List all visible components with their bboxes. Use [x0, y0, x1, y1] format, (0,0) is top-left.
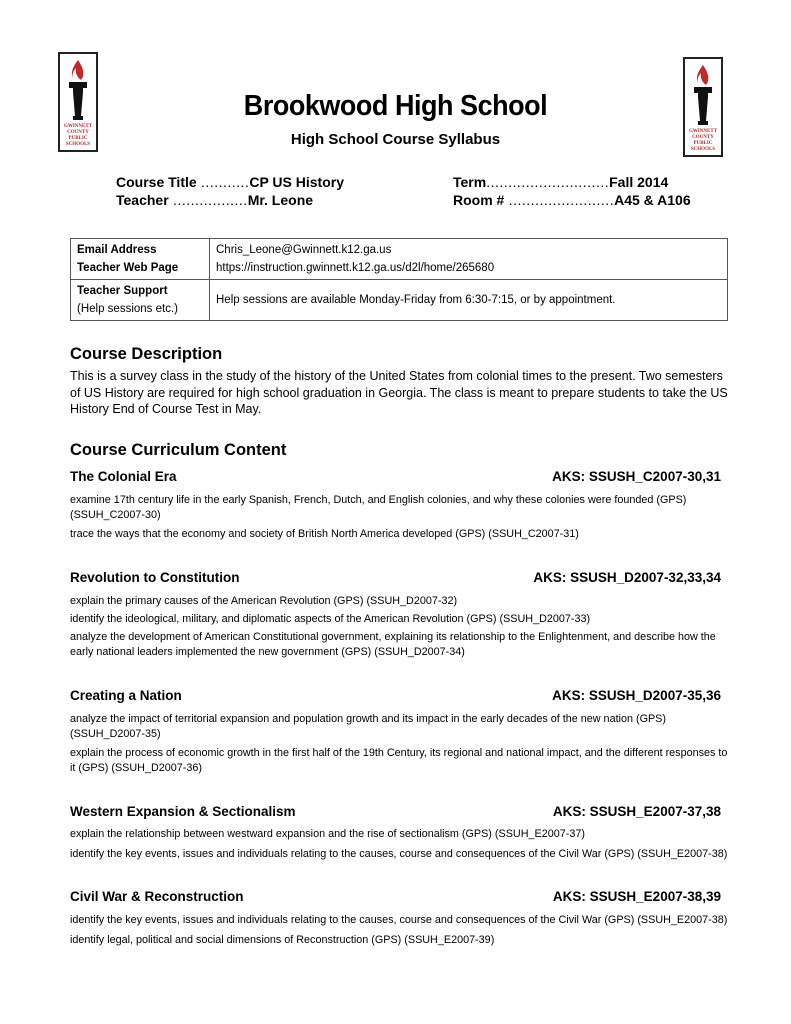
- document-subtitle: High School Course Syllabus: [290, 131, 501, 148]
- term-value: Fall 2014: [609, 174, 669, 190]
- contact-row: [71, 239, 728, 280]
- room-value: A45 & A106: [614, 192, 691, 208]
- curriculum-heading: Course Curriculum Content: [70, 441, 287, 459]
- unit-title: The Colonial Era: [70, 469, 177, 484]
- support-label: Teacher Support: [77, 285, 168, 297]
- standard-item: examine 17th century life in the early Spanish, French, Dutch, and English colonies, and why these colonies were founded (GPS) (SSUH_C2007-30): [70, 494, 687, 521]
- course-title-label: Course Title: [116, 174, 197, 190]
- unit-title: Creating a Nation: [70, 688, 182, 703]
- course-description-heading: Course Description: [70, 345, 223, 363]
- standard-item: identify legal, political and social dimensions of Reconstruction (GPS) (SSUH_E2007-39): [70, 934, 495, 946]
- support-sublabel: (Help sessions etc.): [77, 303, 178, 315]
- unit-aks: AKS: SSUSH_D2007-35,36: [552, 688, 721, 703]
- unit-aks: AKS: SSUSH_D2007-32,33,34: [533, 570, 721, 585]
- contact-table: [70, 238, 728, 321]
- standard-item: trace the ways that the economy and society of British North America developed (GPS) (SSUH_C2007-31): [70, 528, 579, 540]
- contact-values-cell: [210, 239, 728, 280]
- room-label: Room #: [453, 192, 505, 208]
- standard-item: explain the primary causes of the American Revolution (GPS) (SSUH_D2007-32): [70, 595, 458, 607]
- unit-title: Western Expansion & Sectionalism: [70, 804, 296, 819]
- term-row: Term............................Fall 2014: [453, 174, 669, 190]
- web-page-label: Teacher Web Page: [77, 262, 179, 274]
- course-title-value: CP US History: [249, 174, 345, 190]
- unit-aks: AKS: SSUSH_E2007-37,38: [552, 804, 721, 819]
- room-row: Room # ........................A45 & A106: [453, 192, 691, 208]
- term-label: Term: [453, 174, 487, 190]
- contact-labels-cell: [71, 239, 210, 280]
- unit-aks: AKS: SSUSH_C2007-30,31: [552, 469, 721, 484]
- course-description-text: This is a survey class in the study of the history of the United States from colonial times to the present. Two semesters of US History are required for high school graduation in Georgia. The class is meant to prepare students to take the US History End of Course Test in May.: [70, 369, 728, 416]
- course-title-row: Course Title ...........CP US History: [116, 174, 345, 190]
- unit-title: Civil War & Reconstruction: [70, 889, 244, 904]
- web-page-link[interactable]: https://instruction.gwinnett.k12.ga.us/d2l/home/265680: [216, 262, 495, 274]
- school-name: Brookwood High School: [243, 90, 548, 122]
- support-row: [71, 280, 728, 321]
- standard-item: identify the key events, issues and individuals relating to the causes, course and consequences of the Civil War (GPS) (SSUH_E2007-38): [70, 848, 728, 860]
- teacher-value: Mr. Leone: [247, 192, 314, 208]
- standard-item: identify the key events, issues and individuals relating to the causes, course and consequences of the Civil War (GPS) (SSUH_E2007-38): [70, 914, 728, 926]
- unit-aks: AKS: SSUSH_E2007-38,39: [552, 889, 721, 904]
- support-value: Help sessions are available Monday-Friday from 6:30-7:15, or by appointment.: [210, 280, 728, 321]
- teacher-row: Teacher .................Mr. Leone: [116, 192, 314, 208]
- standard-item: identify the ideological, military, and diplomatic aspects of the American Revolution (GPS) (SSUH_D2007-33): [70, 613, 591, 625]
- teacher-label: Teacher: [116, 192, 169, 208]
- standard-item: explain the relationship between westward expansion and the rise of sectionalism (GPS) (SSUH_E2007-37): [70, 828, 585, 840]
- standard-item: analyze the impact of territorial expansion and population growth and its impact in the early decades of the new nation (GPS) (SSUH_D2007-35): [70, 713, 666, 740]
- email-label: Email Address: [77, 244, 157, 256]
- email-value[interactable]: Chris_Leone@Gwinnett.k12.ga.us: [216, 244, 392, 256]
- logo-text: GWINNETT COUNTY PUBLIC SCHOOLS: [688, 129, 718, 152]
- unit-title: Revolution to Constitution: [70, 570, 240, 585]
- standard-item: analyze the development of American Constitutional government, explaining its relationship to the Enlightenment, and describe how the early national leaders implemented the new government (GPS) (SSUH_D2007-34): [70, 631, 716, 658]
- logo-text: GWINNETT COUNTY PUBLIC SCHOOLS: [63, 124, 93, 147]
- standard-item: explain the process of economic growth in the first half of the 19th Century, its regional and national impact, and the different responses to it (GPS) (SSUH_D2007-36): [70, 747, 728, 774]
- support-label-cell: [71, 280, 210, 321]
